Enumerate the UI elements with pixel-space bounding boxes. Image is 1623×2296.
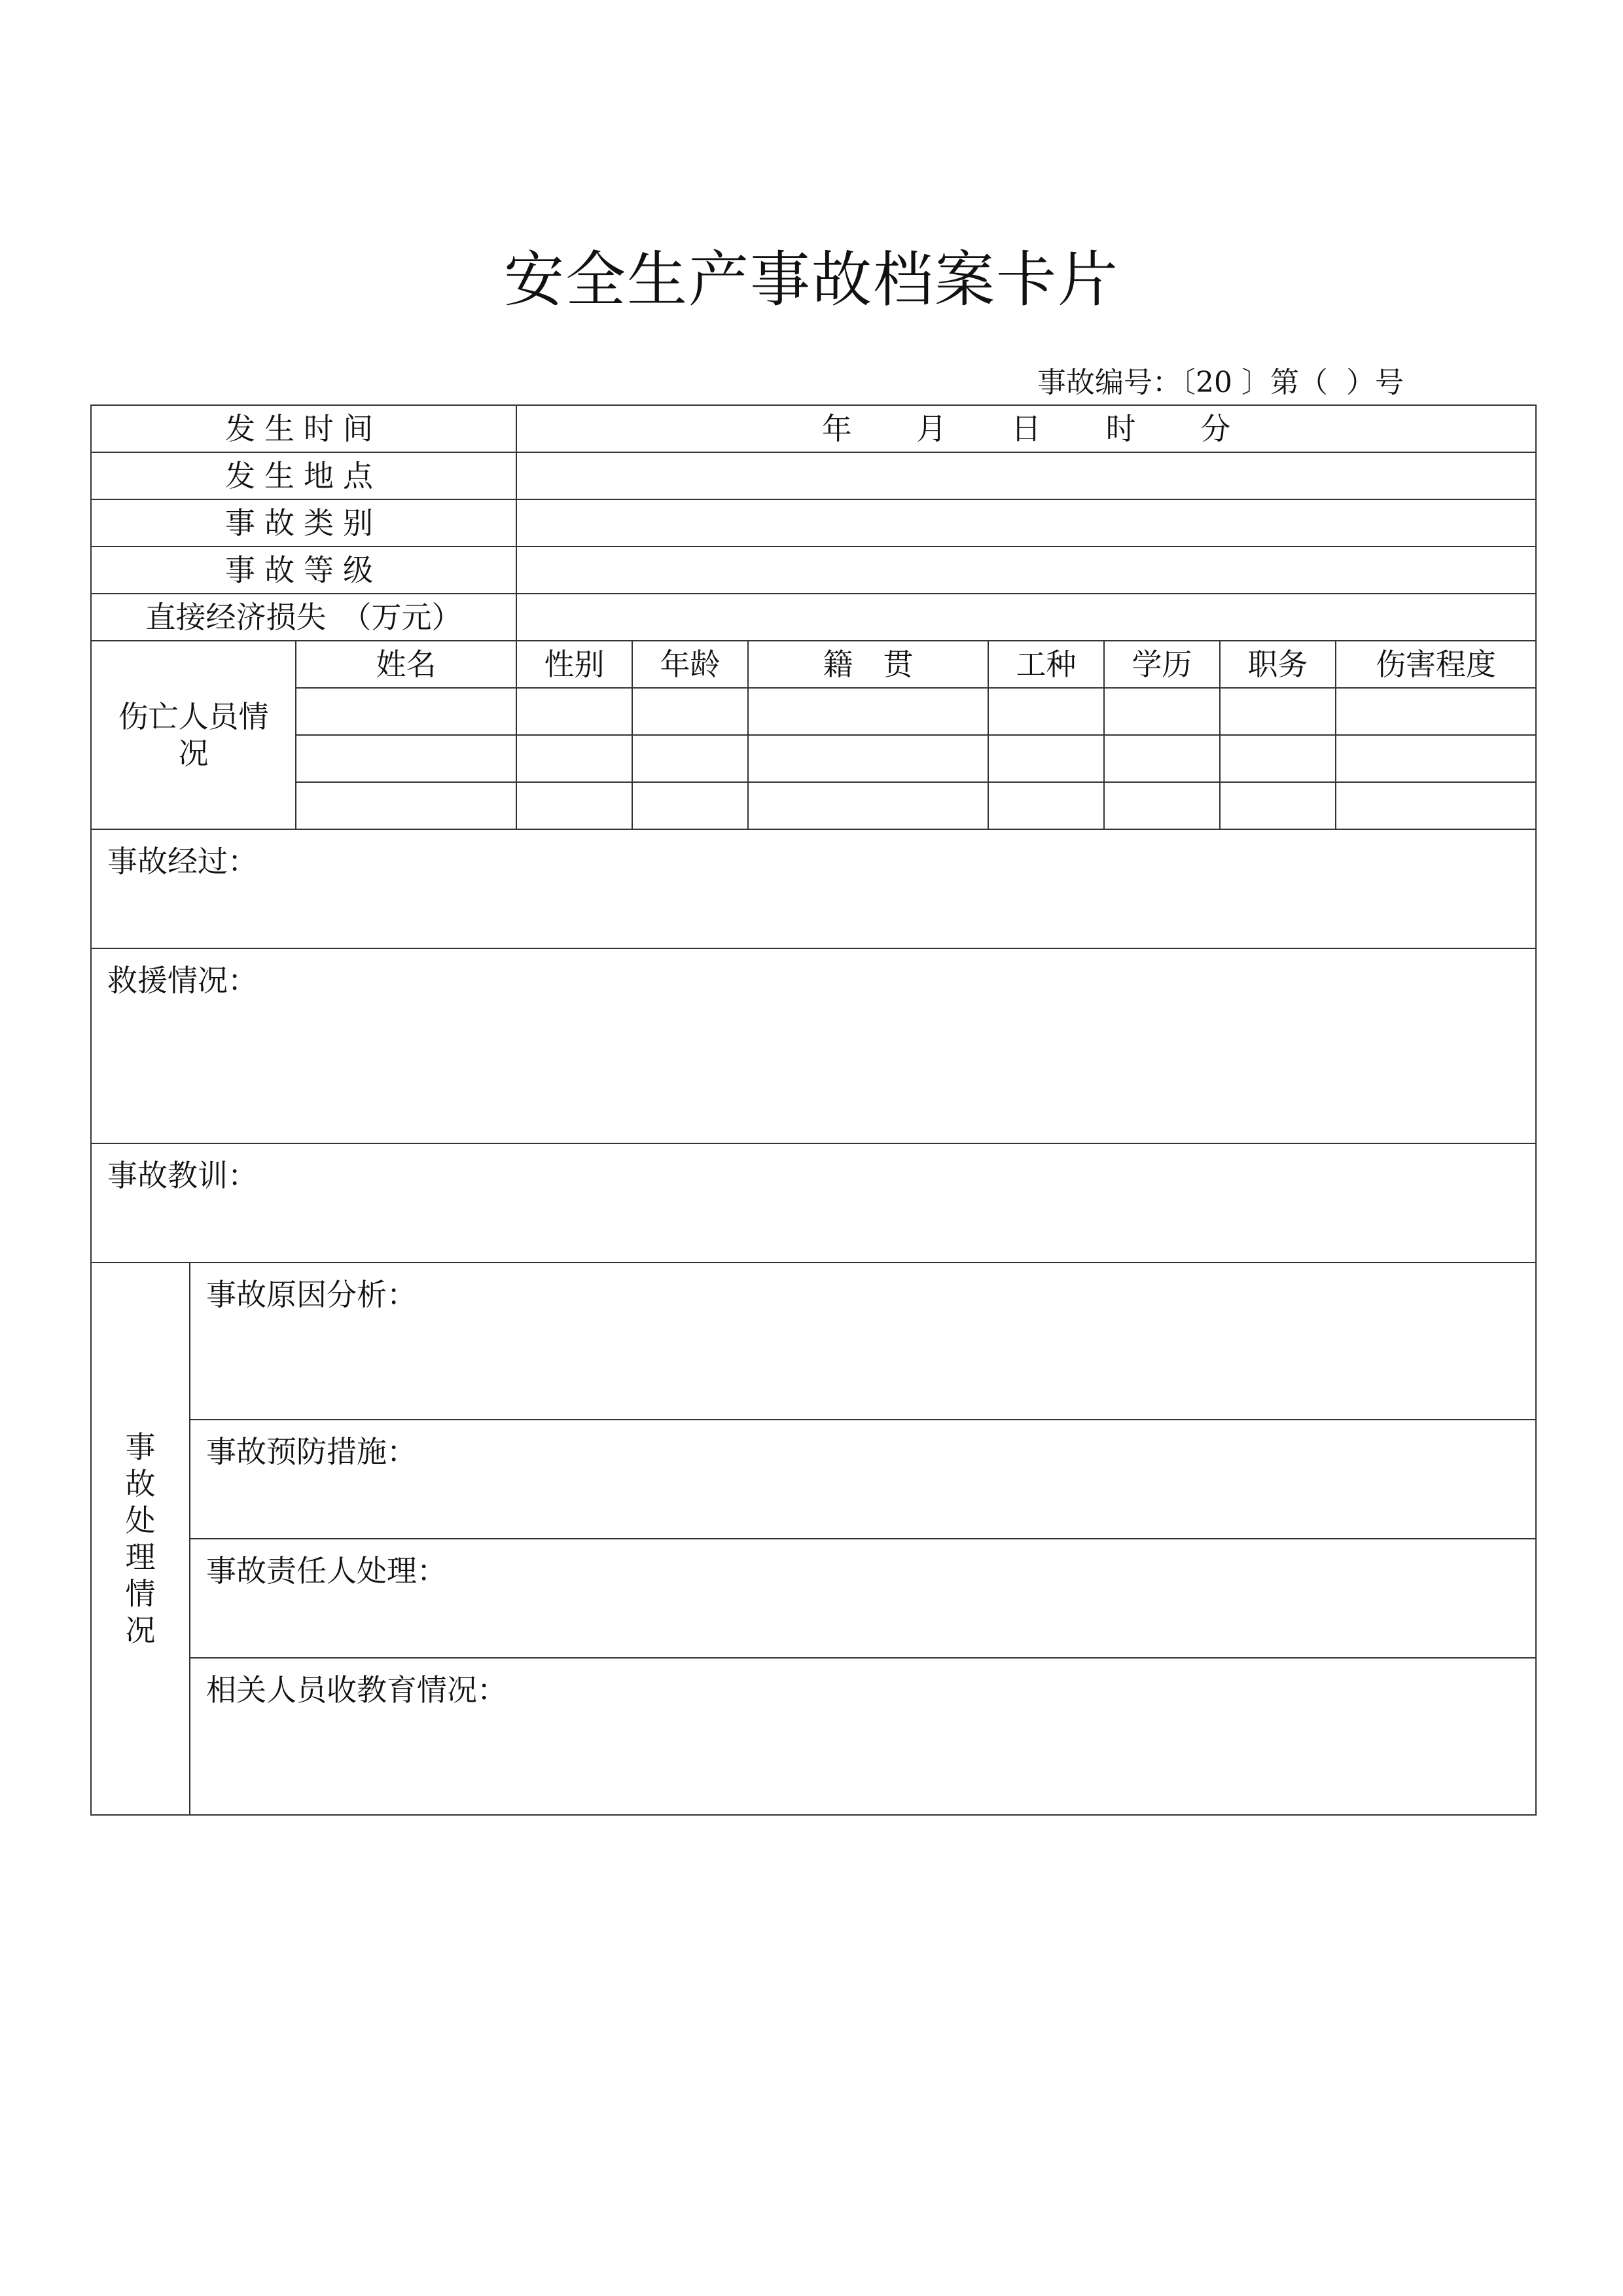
grade-label: 事故等级 (91, 547, 516, 594)
accident-card-table (90, 404, 1537, 1816)
handling-char-1: 事 (125, 1429, 156, 1465)
cell-native-place[interactable] (748, 688, 988, 735)
cell-job[interactable] (988, 782, 1104, 829)
category-label: 事故类别 (91, 499, 516, 547)
education-situation[interactable] (190, 1658, 1536, 1815)
year-label: 年 (821, 411, 852, 446)
cell-injury[interactable] (1336, 782, 1536, 829)
place-label: 发生地点 (91, 452, 516, 499)
row-prevention (91, 1420, 1536, 1539)
cell-job[interactable] (988, 688, 1104, 735)
cell-injury[interactable] (1336, 735, 1536, 782)
cell-education[interactable] (1104, 735, 1220, 782)
cause-analysis[interactable] (190, 1263, 1536, 1420)
row-rescue (91, 948, 1536, 1143)
row-loss (91, 594, 1536, 641)
row-cause (91, 1263, 1536, 1420)
cell-position[interactable] (1220, 782, 1336, 829)
cell-age[interactable] (632, 688, 748, 735)
row-lesson (91, 1143, 1536, 1263)
handling-label (91, 1263, 190, 1815)
month-label: 月 (916, 411, 947, 446)
category-value[interactable] (516, 499, 1536, 547)
rescue-situation[interactable] (91, 948, 1536, 1143)
casualty-header-row (91, 641, 1536, 688)
education-label: 相关人员收教育情况： (206, 1672, 507, 1708)
header-position: 职务 (1220, 641, 1336, 688)
cell-education[interactable] (1104, 782, 1220, 829)
responsible-handling[interactable] (190, 1539, 1536, 1658)
cell-name[interactable] (296, 735, 516, 782)
time-value[interactable] (516, 405, 1536, 452)
accident-lesson[interactable] (91, 1143, 1536, 1263)
place-value[interactable] (516, 452, 1536, 499)
process-label: 事故经过： (107, 844, 258, 879)
lesson-label: 事故教训： (107, 1158, 258, 1193)
header-age: 年龄 (632, 641, 748, 688)
handling-char-5: 情 (125, 1576, 156, 1611)
day-label: 日 (1011, 411, 1042, 446)
header-name: 姓名 (296, 641, 516, 688)
cell-native-place[interactable] (748, 735, 988, 782)
cell-age[interactable] (632, 782, 748, 829)
casualty-label: 伤亡人员情况 (91, 641, 296, 829)
cell-gender[interactable] (516, 782, 632, 829)
hour-label: 时 (1105, 411, 1136, 446)
row-process (91, 829, 1536, 948)
cell-name[interactable] (296, 688, 516, 735)
cell-position[interactable] (1220, 735, 1336, 782)
cell-native-place[interactable] (748, 782, 988, 829)
row-education (91, 1658, 1536, 1815)
cell-position[interactable] (1220, 688, 1336, 735)
cell-age[interactable] (632, 735, 748, 782)
header-gender: 性别 (516, 641, 632, 688)
accident-number: 事故编号：〔20 〕第（ ）号 (1037, 366, 1404, 399)
handling-char-3: 处 (125, 1503, 156, 1538)
casualty-row (91, 735, 1536, 782)
cell-job[interactable] (988, 735, 1104, 782)
row-category (91, 499, 1536, 547)
cause-label: 事故原因分析： (206, 1277, 417, 1312)
cell-injury[interactable] (1336, 688, 1536, 735)
loss-value[interactable] (516, 594, 1536, 641)
handling-char-4: 理 (125, 1539, 156, 1575)
prevention-measures[interactable] (190, 1420, 1536, 1539)
accident-process[interactable] (91, 829, 1536, 948)
casualty-row (91, 782, 1536, 829)
cell-gender[interactable] (516, 735, 632, 782)
cell-name[interactable] (296, 782, 516, 829)
time-label: 发生时间 (91, 405, 516, 452)
casualty-row (91, 688, 1536, 735)
header-injury: 伤害程度 (1336, 641, 1536, 688)
cell-education[interactable] (1104, 688, 1220, 735)
row-time (91, 405, 1536, 452)
responsible-label: 事故责任人处理： (206, 1553, 447, 1588)
header-job: 工种 (988, 641, 1104, 688)
page-title: 安全生产事故档案卡片 (503, 245, 1119, 315)
handling-char-2: 故 (125, 1466, 156, 1501)
row-grade (91, 547, 1536, 594)
loss-label: 直接经济损失 （万元） (91, 594, 516, 641)
row-place (91, 452, 1536, 499)
prevention-label: 事故预防措施： (206, 1434, 417, 1469)
header-native-place: 籍 贯 (748, 641, 988, 688)
cell-gender[interactable] (516, 688, 632, 735)
grade-value[interactable] (516, 547, 1536, 594)
header-education: 学历 (1104, 641, 1220, 688)
row-responsible (91, 1539, 1536, 1658)
minute-label: 分 (1200, 411, 1231, 446)
rescue-label: 救援情况： (107, 963, 258, 998)
handling-char-6: 况 (125, 1613, 156, 1648)
